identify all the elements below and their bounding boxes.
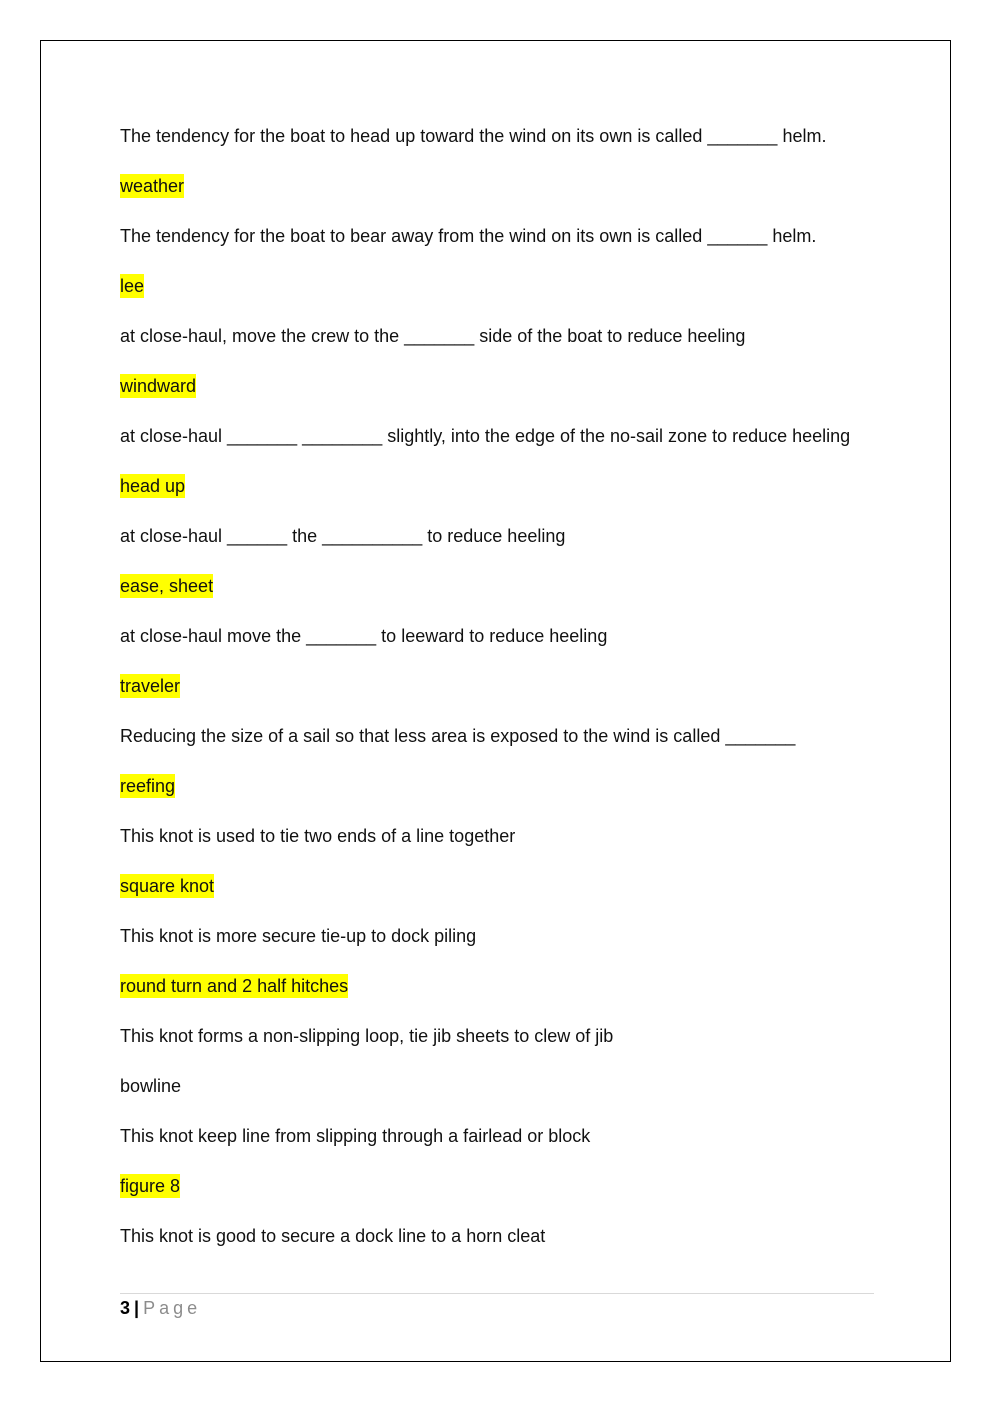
highlighted-answer: ease, sheet bbox=[120, 576, 214, 596]
answer-text bbox=[120, 168, 880, 205]
answer-text bbox=[120, 968, 880, 1005]
answer-text bbox=[120, 768, 880, 805]
highlighted-answer: square knot bbox=[120, 876, 215, 896]
page-footer bbox=[120, 1296, 201, 1320]
question-text: Reducing the size of a sail so that less area is exposed to the wind is called _______ bbox=[120, 726, 796, 746]
answer-text bbox=[120, 1068, 880, 1105]
question-text: This knot is used to tie two ends of a line together bbox=[120, 826, 516, 846]
highlighted-answer: weather bbox=[120, 176, 185, 196]
page-label: Page bbox=[143, 1298, 202, 1318]
highlighted-answer: windward bbox=[120, 376, 197, 396]
question-text: This knot is good to secure a dock line to a horn cleat bbox=[120, 1226, 546, 1246]
answer-text bbox=[120, 368, 880, 405]
question-text: This knot forms a non-slipping loop, tie jib sheets to clew of jib bbox=[120, 1026, 614, 1046]
question-text: at close-haul ______ the __________ to reduce heeling bbox=[120, 526, 566, 546]
answer-text bbox=[120, 468, 880, 505]
highlighted-answer: round turn and 2 half hitches bbox=[120, 976, 349, 996]
highlighted-answer: lee bbox=[120, 276, 145, 296]
question-text: This knot keep line from slipping through a fairlead or block bbox=[120, 1126, 591, 1146]
highlighted-answer: figure 8 bbox=[120, 1176, 181, 1196]
page-number: 3 bbox=[120, 1298, 131, 1318]
answer-text bbox=[120, 868, 880, 905]
question-text: at close-haul _______ ________ slightly, into the edge of the no-sail zone to reduce heeling bbox=[120, 426, 851, 446]
question-text: at close-haul, move the crew to the _______ side of the boat to reduce heeling bbox=[120, 326, 746, 346]
highlighted-answer: reefing bbox=[120, 776, 176, 796]
question-text: at close-haul move the _______ to leeward to reduce heeling bbox=[120, 626, 608, 646]
question-text: The tendency for the boat to head up toward the wind on its own is called _______ helm. bbox=[120, 126, 827, 146]
question-text: The tendency for the boat to bear away from the wind on its own is called ______ helm. bbox=[120, 226, 817, 246]
question-text: This knot is more secure tie-up to dock piling bbox=[120, 926, 477, 946]
footer-divider bbox=[120, 1293, 874, 1294]
answer-text bbox=[120, 568, 880, 605]
plain-answer: bowline bbox=[120, 1076, 182, 1096]
footer-separator: | bbox=[134, 1298, 140, 1318]
answer-text bbox=[120, 1168, 880, 1205]
document-body bbox=[120, 118, 880, 1268]
answer-text bbox=[120, 668, 880, 705]
answer-text bbox=[120, 268, 880, 305]
highlighted-answer: head up bbox=[120, 476, 186, 496]
highlighted-answer: traveler bbox=[120, 676, 181, 696]
